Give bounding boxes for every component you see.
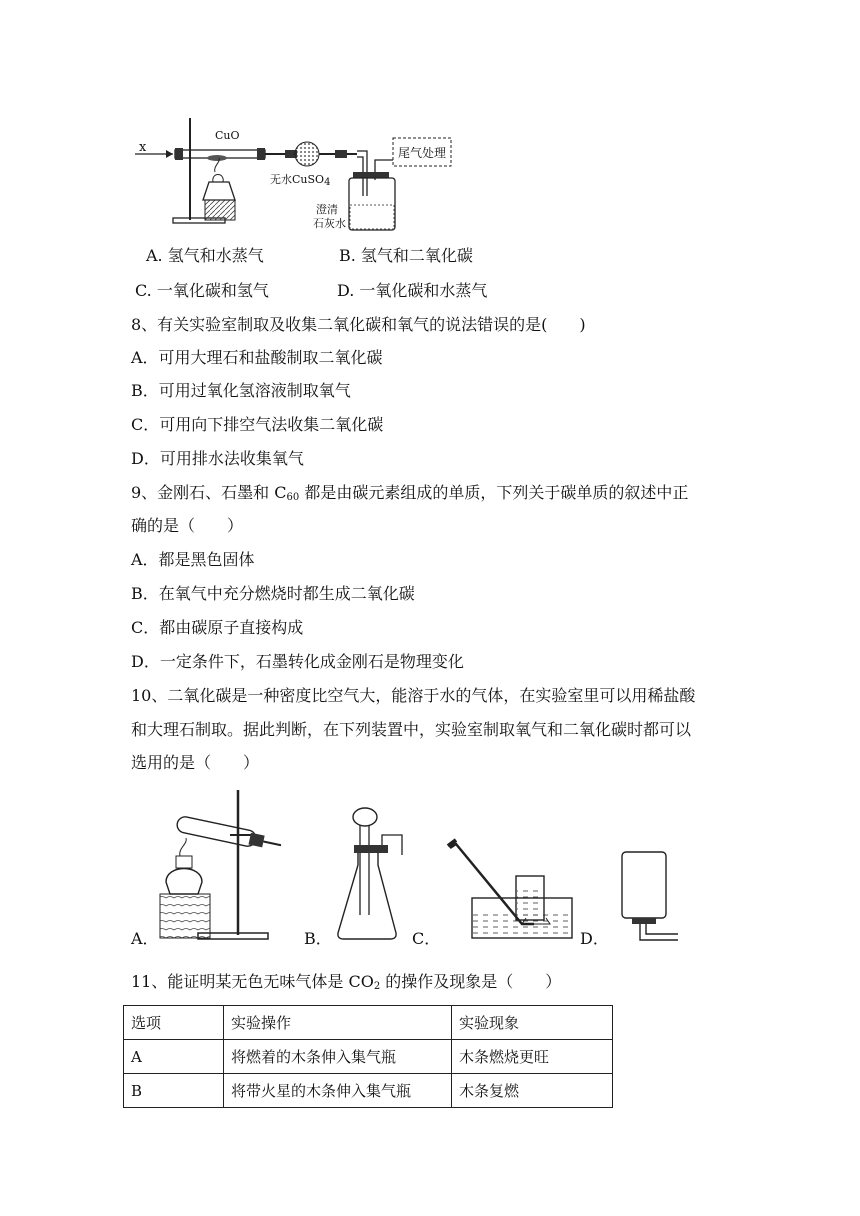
q7-option-d: D. 一氧化碳和水蒸气 bbox=[337, 281, 488, 300]
table-cell: 将燃着的木条伸入集气瓶 bbox=[224, 1040, 452, 1074]
q10-label-c: C． bbox=[412, 929, 441, 948]
cuso4-label: 无水CuSO$_4$ bbox=[270, 173, 331, 188]
limewater-label-2: 石灰水 bbox=[313, 217, 346, 230]
q8-option-c: C．可用向下排空气法收集二氧化碳 bbox=[131, 415, 384, 434]
q10-label-a: A． bbox=[131, 929, 159, 948]
q9-option-c: C．都由碳原子直接构成 bbox=[131, 618, 304, 637]
q9-option-d: D．一定条件下，石墨转化成金刚石是物理变化 bbox=[131, 652, 464, 671]
apparatus-d-figure bbox=[620, 850, 690, 945]
q9-option-a: A．都是黑色固体 bbox=[131, 550, 255, 569]
table-header-cell: 实验操作 bbox=[224, 1006, 452, 1040]
apparatus-b-figure bbox=[332, 805, 422, 945]
q10-label-d: D． bbox=[580, 929, 609, 948]
table-header-row bbox=[124, 1006, 613, 1040]
q10-stem-line2: 和大理石制取。据此判断，在下列装置中，实验室制取氧气和二氧化碳时都可以 bbox=[131, 720, 692, 739]
x-label: x bbox=[139, 140, 147, 155]
q9-stem-line2: 确的是（ ） bbox=[131, 516, 244, 535]
q9-option-b: B．在氧气中充分燃烧时都生成二氧化碳 bbox=[131, 584, 415, 603]
q9-stem-line1: 9、金刚石、石墨和 $C_{60}$ 都是由碳元素组成的单质，下列关于碳单质的叙述中正 bbox=[131, 483, 689, 503]
limewater-label-1: 澄清 bbox=[316, 203, 338, 216]
table-cell: A bbox=[124, 1040, 224, 1074]
q10-label-b: B． bbox=[304, 929, 332, 948]
apparatus-a-figure bbox=[158, 790, 288, 945]
table-row bbox=[124, 1074, 613, 1108]
tail-gas-label: 尾气处理 bbox=[398, 146, 447, 160]
cuo-label: CuO bbox=[215, 129, 240, 142]
table-cell: 木条复燃 bbox=[452, 1074, 613, 1108]
table-cell: 木条燃烧更旺 bbox=[452, 1040, 613, 1074]
q8-option-d: D．可用排水法收集氧气 bbox=[131, 449, 304, 468]
table-row bbox=[124, 1040, 613, 1074]
q10-stem-line3: 选用的是（ ） bbox=[131, 753, 260, 772]
q8-stem: 8、有关实验室制取及收集二氧化碳和氧气的说法错误的是( ) bbox=[131, 315, 586, 334]
table-cell: B bbox=[124, 1074, 224, 1108]
table-header-cell: 实验现象 bbox=[452, 1006, 613, 1040]
q11-table bbox=[123, 1005, 613, 1108]
q11-stem: 11、能证明某无色无味气体是 $CO_2$ 的操作及现象是（ ） bbox=[131, 972, 562, 992]
table-header-cell: 选项 bbox=[124, 1006, 224, 1040]
q8-option-a: A．可用大理石和盐酸制取二氧化碳 bbox=[131, 348, 383, 367]
apparatus-c-figure bbox=[442, 840, 572, 945]
q7-option-b: B. 氢气和二氧化碳 bbox=[339, 246, 473, 265]
table-cell: 将带火星的木条伸入集气瓶 bbox=[224, 1074, 452, 1108]
q8-option-b: B．可用过氧化氢溶液制取氧气 bbox=[131, 381, 351, 400]
q7-option-c: C. 一氧化碳和氢气 bbox=[135, 281, 269, 300]
q7-option-a: A. 氢气和水蒸气 bbox=[146, 246, 264, 265]
q10-stem-line1: 10、二氧化碳是一种密度比空气大，能溶于水的气体，在实验室里可以用稀盐酸 bbox=[131, 686, 696, 705]
